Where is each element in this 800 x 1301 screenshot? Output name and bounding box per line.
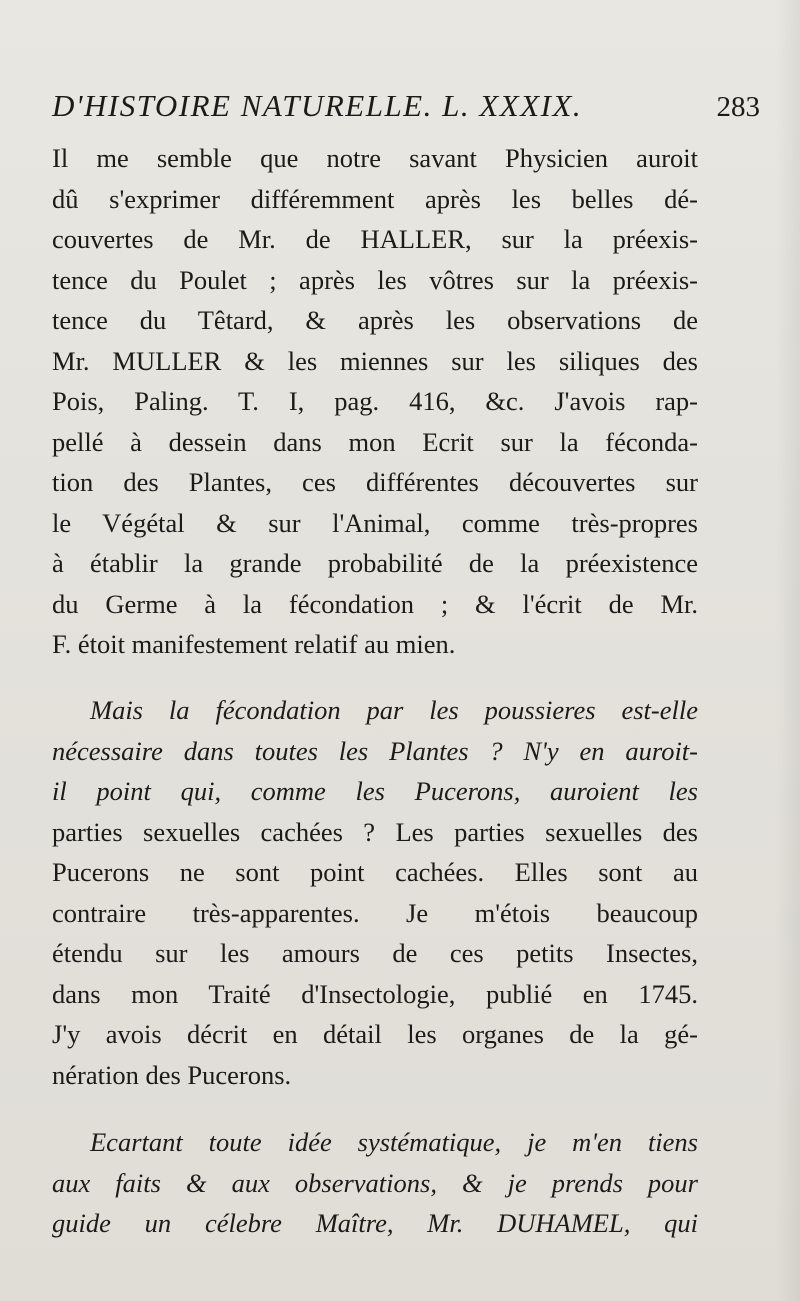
running-head — [52, 88, 760, 128]
text-line: contraire très-apparentes. Je m'étois beaucoup — [52, 897, 698, 928]
paragraph-2 — [52, 690, 698, 1095]
text-line: nécessaire dans toutes les Plantes ? N'y en auroit- — [52, 735, 698, 766]
page-number: 283 — [716, 91, 760, 123]
text-line: tence du Poulet ; après les vôtres sur la préexis- — [52, 264, 698, 295]
text-line: du Germe à la fécondation ; & l'écrit de Mr. — [52, 588, 698, 619]
text-line: étendu sur les amours de ces petits Insectes, — [52, 938, 698, 968]
paragraph-3 — [52, 1122, 698, 1244]
text-line: aux faits & aux observations, & je prends pour — [52, 1167, 698, 1198]
text-line: le Végétal & sur l'Animal, comme très-propres — [52, 507, 698, 538]
text-line: Mr. MULLER & les miennes sur les siliques des — [52, 345, 698, 376]
text-line: Mais la fécondation par les poussieres est-elle — [90, 695, 698, 725]
paragraph-1 — [52, 138, 698, 665]
text-line: il point qui, comme les Pucerons, auroient les — [52, 776, 698, 806]
text-line: tion des Plantes, ces différentes découvertes sur — [52, 467, 698, 497]
text-line: dû s'exprimer différemment après les belles dé- — [52, 183, 698, 214]
text-line: Pois, Paling. T. I, pag. 416, &c. J'avois rap- — [52, 386, 698, 416]
text-line: tence du Têtard, & après les observations de — [52, 305, 698, 335]
text-line: à établir la grande probabilité de la préexistence — [52, 548, 698, 578]
text-line: F. étoit manifestement relatif au mien. — [52, 629, 456, 659]
text-line: guide un célebre Maître, Mr. DUHAMEL, qui — [52, 1208, 698, 1238]
text-line: parties sexuelles cachées ? Les parties sexuelles des — [52, 816, 698, 847]
running-head-title: D'HISTOIRE NATURELLE. L. XXXIX. — [52, 88, 583, 123]
text-line: Il me semble que notre savant Physicien auroit — [52, 143, 698, 173]
text-line: Ecartant toute idée systématique, je m'en tiens — [90, 1127, 698, 1157]
text-line: couvertes de Mr. de HALLER, sur la préexis- — [52, 224, 698, 254]
text-line: pellé à dessein dans mon Ecrit sur la féconda- — [52, 426, 698, 457]
text-line: J'y avois décrit en détail les organes de la gé- — [52, 1019, 698, 1049]
text-line: Pucerons ne sont point cachées. Elles sont au — [52, 857, 698, 887]
text-line: dans mon Traité d'Insectologie, publié en 1745. — [52, 978, 698, 1009]
text-line: nération des Pucerons. — [52, 1059, 292, 1090]
